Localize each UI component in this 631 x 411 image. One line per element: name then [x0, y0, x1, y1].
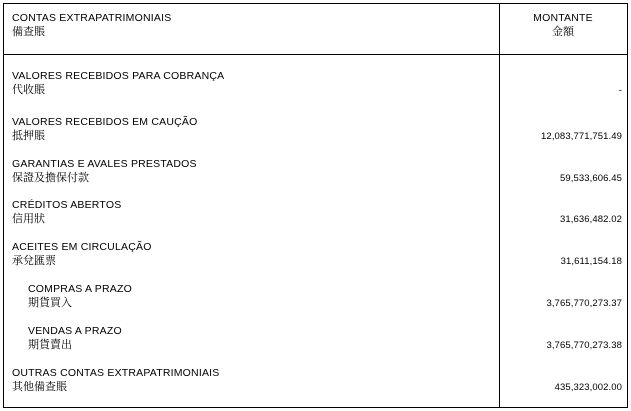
row-amount: 12,083,771,751.49	[541, 131, 622, 142]
header-right-pt: MONTANTE	[533, 12, 593, 24]
row-amount: -	[618, 85, 622, 96]
header-right-zh: 金額	[552, 26, 574, 38]
table-header-right	[504, 11, 622, 40]
row-label-pt: VALORES RECEBIDOS PARA COBRANÇA	[12, 70, 225, 82]
row-label-pt: VALORES RECEBIDOS EM CAUÇÃO	[12, 116, 198, 128]
row-label-pt: VENDAS A PRAZO	[28, 325, 122, 337]
row-amount: 31,636,482.02	[559, 214, 622, 225]
row-label-zh: 期貨買入	[28, 297, 72, 309]
row-label-pt: OUTRAS CONTAS EXTRAPATRIMONIAIS	[12, 367, 220, 379]
header-left-pt: CONTAS EXTRAPATRIMONIAIS	[12, 12, 172, 24]
row-label-zh: 抵押賬	[12, 130, 45, 142]
row-label-zh: 保證及擔保付款	[12, 172, 89, 184]
row-amount: 435,323,002.00	[554, 382, 622, 393]
row-label-pt: ACEITES EM CIRCULAÇÃO	[12, 241, 152, 253]
header-left-zh: 備查賬	[12, 26, 45, 38]
row-label	[12, 157, 482, 186]
row-label	[12, 366, 482, 395]
row-label-zh: 代收賬	[12, 84, 45, 96]
row-label-pt: CRÉDITOS ABERTOS	[12, 199, 122, 211]
row-amount: 31,611,154.18	[560, 256, 622, 267]
row-label	[12, 240, 482, 269]
row-label-zh: 期貨賣出	[28, 339, 72, 351]
table-body	[4, 55, 627, 407]
table-header-left	[12, 11, 472, 40]
row-label	[12, 69, 482, 98]
row-label-pt: GARANTIAS E AVALES PRESTADOS	[12, 158, 197, 170]
row-label-pt: COMPRAS A PRAZO	[28, 283, 132, 295]
row-label-zh: 其他備查賬	[12, 381, 67, 393]
row-label	[28, 282, 498, 311]
row-amount: 3,765,770,273.37	[546, 298, 622, 309]
row-label-zh: 承兌匯票	[12, 255, 56, 267]
row-amount: 59,533,606.45	[559, 173, 622, 184]
row-label	[12, 198, 482, 227]
row-label-zh: 信用狀	[12, 213, 45, 225]
row-label	[28, 324, 498, 353]
row-label	[12, 115, 482, 144]
extrapatrimonial-accounts-table	[3, 3, 628, 408]
row-amount: 3,765,770,273.38	[546, 340, 622, 351]
